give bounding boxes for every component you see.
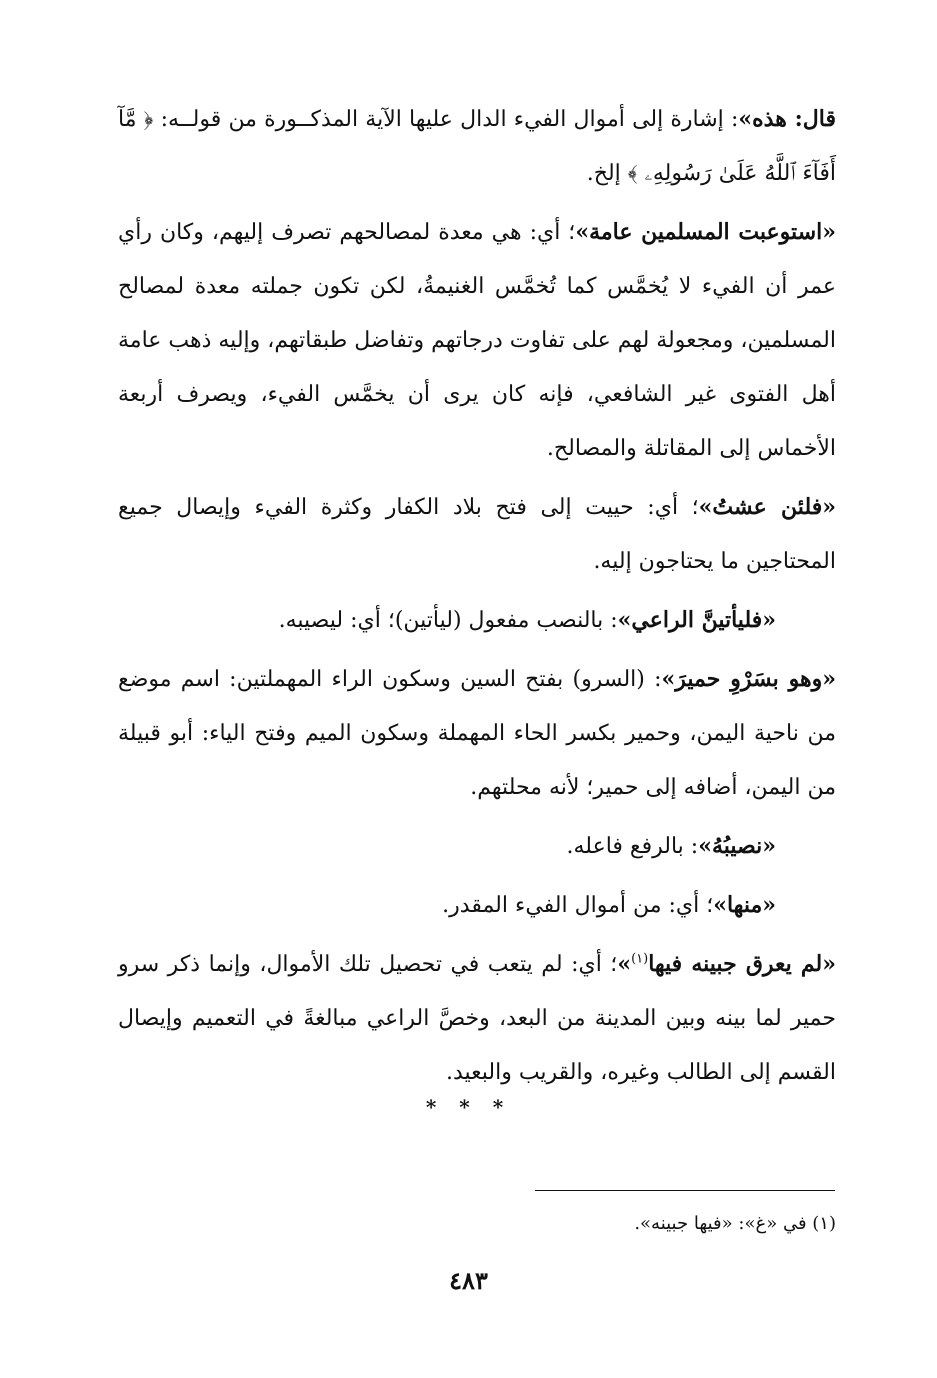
paragraph-text: : بالنصب مفعول (ليأتين)؛ أي: ليصيبه. bbox=[278, 608, 618, 633]
term: «وهو بسَرْوِ حميرَ» bbox=[661, 666, 836, 692]
footnote-divider bbox=[535, 1190, 835, 1191]
term: «نصيبُهُ» bbox=[698, 833, 776, 859]
main-text bbox=[118, 92, 836, 1104]
paragraph-8 bbox=[118, 937, 836, 1100]
paragraph-text: : (السرو) بفتح السين وسكون الراء المهملتين: اسم موضع من ناحية اليمن، وحمير بكسر الحاء المهملة وسكون الميم وفتح الياء: أبو قبيلة من اليمن، أضافه إلى حمير؛ لأنه محلتهم. bbox=[118, 667, 836, 800]
term-end: » bbox=[617, 951, 632, 977]
paragraph-text: : بالرفع فاعله. bbox=[566, 834, 699, 859]
paragraph-text: ؛ أي: حييت إلى فتح بلاد الكفار وكثرة الفيء وإيصال جميع المحتاجين ما يحتاجون إليه. bbox=[118, 495, 836, 574]
term: قال: هذه» bbox=[738, 106, 836, 132]
term: «منها» bbox=[713, 892, 776, 918]
page-number: ٤٨٣ bbox=[449, 1266, 488, 1295]
paragraph-7 bbox=[118, 878, 836, 933]
term: «فلئن عشتُ» bbox=[698, 494, 836, 520]
footnote-reference: (١) bbox=[631, 951, 649, 967]
paragraph-1 bbox=[118, 92, 836, 201]
term: «لم يعرق جبينه فيها bbox=[648, 951, 837, 977]
paragraph-3 bbox=[118, 480, 836, 589]
paragraph-text: ؛ أي: من أموال الفيء المقدر. bbox=[442, 893, 714, 918]
paragraph-text: ؛ أي: هي معدة لمصالحهم تصرف إليهم، وكان رأي عمر أن الفيء لا يُخمَّس كما تُخمَّس الغنيمةُ، لكن تكون جملته معدة لمصالح المسلمين، ومجعولة لهم على تفاوت درجاتهم وتفاضل طبقاتهم، وإليه ذهب عامة أهل الفتوى غير الشافعي، فإنه كان يرى أن يخمَّس الفيء، ويصرف أربعة الأخماس إلى المقاتلة والمصالح. bbox=[117, 220, 836, 461]
paragraph-5 bbox=[118, 652, 836, 815]
paragraph-text: ؛ أي: لم يتعب في تحصيل تلك الأموال، وإنما ذكر سرو حمير لما بينه وبين المدينة من البعد، وخصَّ الراعي مبالغةً في التعميم وإيصال القسم إلى الطالب وغيره، والقريب والبعيد. bbox=[118, 952, 836, 1085]
paragraph-text: : إشارة إلى أموال الفيء الدال عليها الآية المذكــورة من قولــه: ﴿ مَّآ أَفَآءَ ٱللَّهُ عَلَىٰ رَسُولِهِۦ ﴾ إلخ. bbox=[118, 107, 836, 186]
section-separator: * * * bbox=[425, 1095, 512, 1119]
paragraph-2 bbox=[118, 205, 836, 476]
paragraph-4 bbox=[118, 593, 836, 648]
term: «استوعبت المسلمين عامة» bbox=[575, 219, 836, 245]
footnote: (١) في «غ»: «فيها جبينه». bbox=[634, 1213, 836, 1234]
term: «فليأتينَّ الراعي» bbox=[617, 607, 776, 633]
paragraph-6 bbox=[118, 819, 836, 874]
